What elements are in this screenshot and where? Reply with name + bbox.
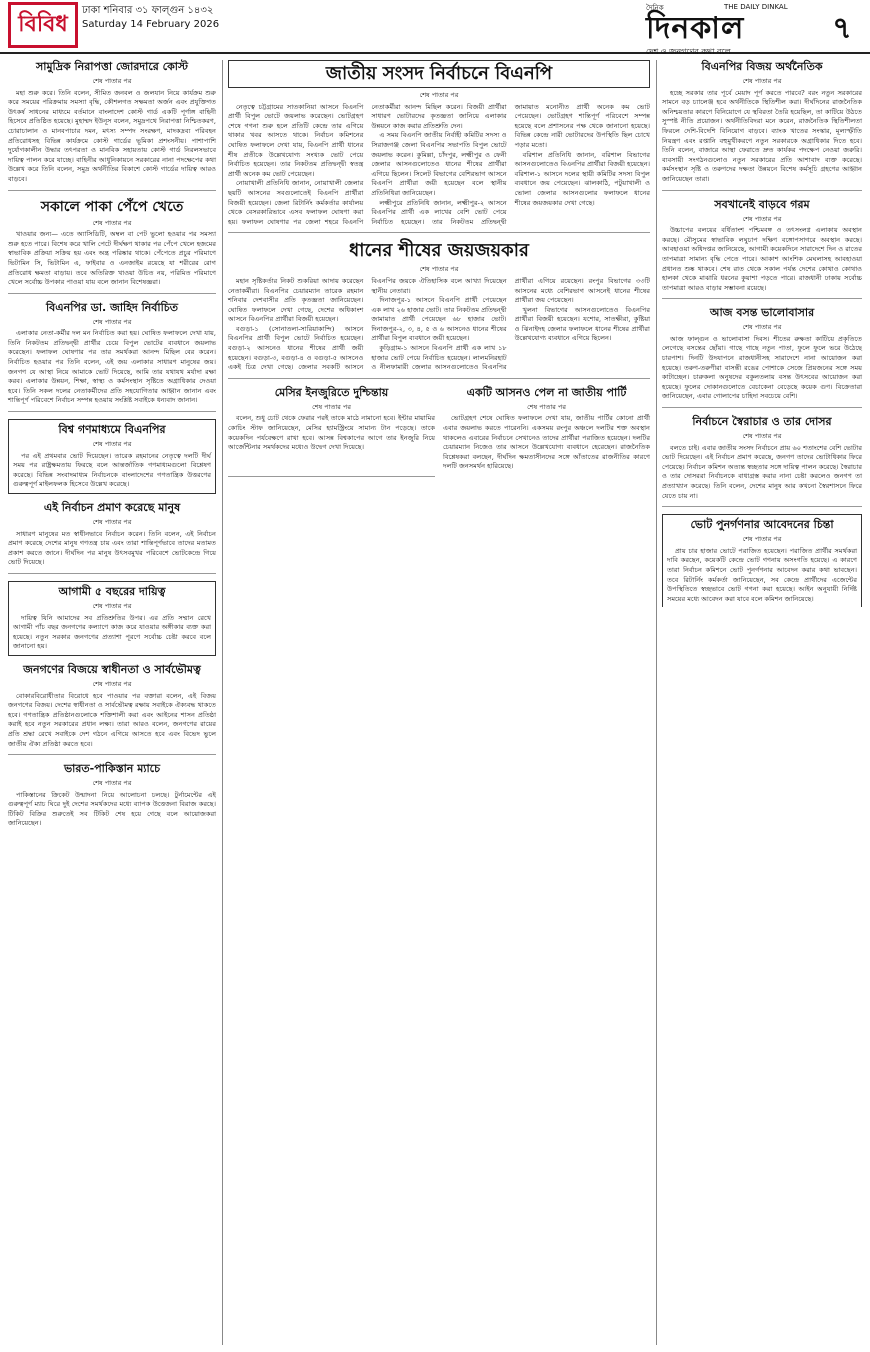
article-heat bbox=[662, 198, 862, 300]
kicker: শেষ পাতার পর bbox=[92, 218, 132, 227]
article-recount bbox=[662, 514, 862, 607]
paragraph: খুলনা বিভাগের আসনগুলোতেও বিএনপির প্রার্থীরা বিজয়ী হয়েছেন। যশোর, সাতক্ষীরা, কুষ্টিয়া ও ঝিনাইদহ জেলার ফলাফলে ধানের শীষের প্রার্থীরা উল্লেখযোগ্য ব্যবধানে এগিয়ে ছিলেন। bbox=[514, 305, 650, 343]
lead-paragraph: এ সময় বিএনপি জাতীয় নির্বাহী কমিটির সদস্য ও সিরাজগঞ্জ জেলা বিএনপির সভাপতি বিপুল ভোটে জয়লাভ করেন। কুমিল্লা, চাঁদপুর, লক্ষ্মীপুর ও ফেনী জেলার আসনগুলোতেও ধানের শীষের প্রার্থীরা এগিয়ে ছিলেন। সিলেট বিভাগের বেশিরভাগ আসনে বিএনপি প্রার্থীরা জয়ী হয়েছেন বলে স্থানীয় প্রতিনিধিরা জানিয়েছেন। bbox=[371, 131, 507, 197]
headline: বিএনপির ডা. জাহিদ নির্বাচিত bbox=[46, 300, 178, 314]
kicker: শেষ পাতার পর bbox=[742, 77, 782, 85]
lead-paragraph: নোয়াখালী প্রতিনিধি জানান, নোয়াখালী জেলার ছয়টি আসনের সবগুলোতেই বিএনপি প্রার্থীরা বিজয়ী হয়েছেন। জেলা রিটার্নিং কর্মকর্তার কার্যালয় থেকে বেসরকারিভাবে এসব ফলাফল ঘোষণা করা হয়। ফলাফল ঘোষণার পর জেলা শহরে বিএনপি নেতাকর্মীরা আনন্দ মিছিল করেন। বিজয়ী প্রার্থীরা সাধারণ ভোটারদের কৃতজ্ঞতা জানিয়ে এলাকার উন্নয়নে কাজ করার প্রতিশ্রুতি দেন। bbox=[228, 102, 507, 226]
paper-logo: দিনকাল bbox=[646, 11, 745, 46]
headline: এই নির্বাচন প্রমাণ করেছে মানুষ bbox=[43, 501, 181, 514]
article-body: দায়িত্ব যিনি আমাদের সব প্রতিশ্রুতির উপর। এর প্রতি সম্মান রেখে আগামী পাঁচ বছর জনগণের কল্যাণে কাজ করে যাওয়ার অঙ্গীকার ব্যক্ত করা হয়েছে। নতুন সরকার জনগণের প্রত্যাশা পূরণে সর্বোচ্চ চেষ্টা করবে বলে জানানো হয়। bbox=[13, 613, 211, 651]
lead-paragraph: নেতৃত্বে চট্টগ্রামের সাতকানিয়া আসনে বিএনপি প্রার্থী বিপুল ভোটে জয়লাভ করেছেন। ভোটগ্রহণ শেষে গণনা শুরু হলে প্রতিটি কেন্দ্রে তার এগিয়ে থাকার খবর আসতে থাকে। নির্বাচন কমিশনের ঘোষিত ফলাফলে দেখা যায়, বিএনপি প্রার্থী ধানের শীষ প্রতীকে উল্লেখযোগ্য সংখ্যক ভোট পেয়ে নির্বাচিত হয়েছেন। তার নিকটতম প্রতিদ্বন্দ্বী স্বতন্ত্র প্রার্থী অনেক কম ভোট পেয়েছেন। bbox=[228, 102, 364, 178]
headline: আজ বসন্ত ভালোবাসার bbox=[709, 306, 815, 320]
bottom-row bbox=[228, 386, 650, 484]
kicker: শেষ পাতার পর bbox=[92, 77, 132, 85]
article-dr-zahid bbox=[8, 301, 216, 412]
article-body: হচ্ছে সরকার তার পূর্বে মেয়াদ পূর্ণ করতে পারবে? বরং নতুন সরকারের সামনে বড় চ্যালেঞ্জ হবে অর্থনীতিকে স্থিতিশীল করা। দীর্ঘদিনের রাজনৈতিক অনিশ্চয়তার কারণে বিনিয়োগে যে স্থবিরতা তৈরি হয়েছিল, তা কাটিয়ে উঠতে সুস্পষ্ট নীতি প্রয়োজন। অর্থনীতিবিদরা মনে করেন, রাজনৈতিক স্থিতিশীলতা ফিরলে দেশি-বিদেশি বিনিয়োগ বাড়বে। ব্যাংক খাতের সংস্কার, মূল্যস্ফীতি নিয়ন্ত্রণ এবং রপ্তানি বহুমুখীকরণে নতুন সরকারকে অগ্রাধিকার দিতে হবে। তিনি বলেন, বাজারে আস্থা ফেরাতে দ্রুত কার্যকর পদক্ষেপ নেওয়া জরুরি। ব্যবসায়ী সংগঠনগুলোও নতুন সরকারের প্রতি আশাবাদ ব্যক্ত করেছে। কর্মসংস্থান সৃষ্টি ও তরুণদের দক্ষতা উন্নয়নে বিশেষ কর্মসূচি গ্রহণের আহ্বান জানিয়েছেন তারা। bbox=[662, 88, 862, 183]
article-body bbox=[228, 277, 650, 373]
article-body: বলেন, শুধু চোট থেকে ফেরার পরই তাকে মাঠে নামানো হবে। ইন্টার মায়ামির কোচিং স্টাফ জানিয়েছেন, মেসির হ্যামস্ট্রিংয়ে সামান্য টান পড়েছে। তাকে কয়েকদিন পর্যবেক্ষণে রাখা হবে। আসন্ন বিশ্বকাপের আগে তার ইনজুরি নিয়ে আর্জেন্টিনার সমর্থকদের মধ্যেও উদ্বেগ দেখা দিয়েছে। bbox=[228, 414, 435, 452]
article-sovereignty bbox=[8, 663, 216, 755]
paragraph: কুড়িগ্রাম-১ আসনে বিএনপি প্রার্থী এক লাখ ১৮ হাজার ভোট পেয়ে নির্বাচিত হয়েছেন। লালমনিরহাট ও নীলফামারী জেলার আসনগুলোতেও বিএনপির প্রার্থীরা এগিয়ে রয়েছেন। রংপুর বিভাগের ৩৩টি আসনের মধ্যে বেশিরভাগ আসনেই ধানের শীষের প্রার্থীরা জয় পেয়েছেন। bbox=[371, 276, 650, 372]
kicker: শেষ পাতার পর bbox=[742, 432, 782, 441]
article-election-proof bbox=[8, 501, 216, 574]
headline: সামুদ্রিক নিরাপত্তা জোরদারে কোস্ট bbox=[35, 60, 188, 73]
article-lead-election bbox=[228, 60, 650, 233]
lead-body bbox=[228, 103, 650, 228]
article-body: আজ ফাল্গুন ও ভালোবাসা দিবস। শীতের রুক্ষতা কাটিয়ে প্রকৃতিতে লেগেছে বসন্তের ছোঁয়া। গাছে গাছে নতুন পাতা, ফুলে ফুলে ভরে উঠেছে চারপাশ। দিনটি উদযাপনে রাজধানীসহ সারাদেশে নানা আয়োজন করা হয়েছে। তরুণ-তরুণীরা বাসন্তী রঙের পোশাকে সেজে প্রিয়জনের সঙ্গে সময় কাটাচ্ছেন। চারুকলা অনুষদের বকুলতলায় বসন্ত উৎসবের আয়োজন করা হয়েছে। ফুলের দোকানগুলোতে বেচাকেনা বেড়েছে কয়েক গুণ। বিক্রেতারা জানিয়েছেন, এবার গোলাপের চাহিদা সবচেয়ে বেশি। bbox=[662, 334, 862, 401]
article-body: সাধারণ মানুষের মত স্বাধীনভাবে নির্বাচন করেন। তিনি বলেন, এই নির্বাচন প্রমাণ করেছে দেশের মানুষ গণতন্ত্র চায় এবং তারা শান্তিপূর্ণভাবে তাদের মতামত প্রকাশ করতে জানে। দীর্ঘদিন পর মানুষ উৎসবমুখর পরিবেশে ভোটকেন্দ্রে গিয়ে ভোট দিয়েছে। bbox=[8, 529, 216, 567]
article-body: ভোটগ্রহণ শেষে ঘোষিত ফলাফলে দেখা যায়, জাতীয় পার্টির কোনো প্রার্থী এবার জয়লাভ করতে পারেননি। একসময় রংপুর অঞ্চলে দলটির শক্ত অবস্থান থাকলেও এবারের নির্বাচনে সেখানেও তাদের প্রার্থীরা পরাজিত হয়েছেন। দলটির চেয়ারম্যান নিজেও তার আসনে উল্লেখযোগ্য ব্যবধানে হেরেছেন। রাজনৈতিক বিশ্লেষকরা বলছেন, দীর্ঘদিন ক্ষমতাসীনদের সঙ্গে আঁতাতের রাজনীতির কারণে দলটি জনসমর্থন হারিয়েছে। bbox=[443, 414, 650, 471]
article-messi bbox=[228, 386, 435, 477]
column-left bbox=[8, 60, 216, 841]
article-coast-guard bbox=[8, 60, 216, 191]
headline: সকালে পাকা পেঁপে খেতে bbox=[40, 198, 184, 215]
kicker: শেষ পাতার পর bbox=[742, 214, 782, 223]
headline: আগামী ৫ বছরের দায়িত্ব bbox=[58, 584, 166, 598]
kicker: শেষ পাতার পর bbox=[312, 402, 351, 411]
kicker: শেষ পাতার পর bbox=[419, 91, 459, 99]
column-right bbox=[662, 60, 862, 614]
kicker: শেষ পাতার পর bbox=[527, 402, 566, 411]
kicker: শেষ পাতার পর bbox=[92, 317, 132, 326]
lead-headline: জাতীয় সংসদ নির্বাচনে বিএনপি bbox=[228, 60, 650, 88]
page-number: ৭ bbox=[832, 11, 852, 46]
headline: ধানের শীষের জয়জয়কার bbox=[349, 240, 529, 262]
column-center bbox=[228, 60, 650, 484]
kicker: শেষ পাতার পর bbox=[92, 601, 132, 610]
article-body: উচ্চাপের বলয়ের বর্ধিতাংশ পশ্চিমবঙ্গ ও তৎসংলগ্ন এলাকায় অবস্থান করছে। মৌসুমের স্বাভাবিক লঘুচাপ দক্ষিণ বঙ্গোপসাগরে অবস্থান করছে। আবহাওয়া অধিদপ্তর জানিয়েছে, আগামী কয়েকদিনে সারাদেশে দিন ও রাতের তাপমাত্রা সামান্য বৃদ্ধি পেতে পারে। আকাশ আংশিক মেঘলাসহ আবহাওয়া প্রধানত শুষ্ক থাকবে। শেষ রাত থেকে সকাল পর্যন্ত দেশের কোথাও কোথাও হালকা থেকে মাঝারি ধরনের কুয়াশা পড়তে পারে। রাজধানী ঢাকায় সর্বোচ্চ তাপমাত্রা আরও বাড়ার সম্ভাবনা রয়েছে। bbox=[662, 226, 862, 292]
date-bangla: ঢাকা শনিবার ৩১ ফাল্গুন ১৪৩২ bbox=[82, 5, 214, 16]
paper-brand bbox=[646, 2, 806, 56]
headline: বিশ্ব গণমাধ্যমে বিএনপির bbox=[58, 423, 166, 437]
article-world-media bbox=[8, 419, 216, 494]
kicker: শেষ পাতার পর bbox=[92, 440, 132, 449]
headline: ভোট পুনর্গণনার আবেদনের চিন্তা bbox=[690, 518, 834, 532]
kicker: শেষ পাতার পর bbox=[419, 265, 459, 274]
headline: ভারত-পাকিস্তান ম্যাচে bbox=[63, 762, 161, 776]
lead-paragraph: লক্ষ্মীপুরে প্রতিনিধি জানান, লক্ষ্মীপুর-২ আসনে বিএনপির প্রার্থী এক লাখের বেশি ভোট পেয়ে নির্বাচিত হয়েছেন। তার নিকটতম প্রতিদ্বন্দ্বী জামায়াত মনোনীত প্রার্থী অনেক কম ভোট পেয়েছেন। ভোটগ্রহণ শান্তিপূর্ণ পরিবেশে সম্পন্ন হয়েছে বলে প্রশাসনের পক্ষ থেকে জানানো হয়েছে। বিভিন্ন কেন্দ্রে নারী ভোটারদের উপস্থিতি ছিল চোখে পড়ার মতো। bbox=[371, 102, 650, 226]
article-body: বোকারবিরোধীতার বিরোধে হবে পাওয়ার পর বক্তারা বলেন, এই বিজয় জনগণের বিজয়। দেশের স্বাধীনতা ও সার্বভৌমত্ব রক্ষায় সবাইকে ঐক্যবদ্ধ থাকতে হবে। গণতান্ত্রিক প্রতিষ্ঠানগুলোকে শক্তিশালী করা এবং আইনের শাসন প্রতিষ্ঠা করাই হবে নতুন সরকারের প্রধান লক্ষ্য। তারা আরও বলেন, জনগণের রায়ের প্রতি শ্রদ্ধা রেখে সবাইকে দেশ গঠনে এগিয়ে আসতে হবে এবং বিভেদ ভুলে জাতীয় ঐক্য প্রতিষ্ঠা করতে হবে। bbox=[8, 691, 216, 748]
article-economy bbox=[662, 60, 862, 191]
kicker: শেষ পাতার পর bbox=[92, 518, 132, 526]
paragraph: বগুড়া-১ (সোনাতলা-সারিয়াকান্দি) আসনে বিএনপির প্রার্থী বিপুল ভোটে নির্বাচিত হয়েছেন। বগুড়া-২ আসনেও ধানের শীষের প্রার্থী জয়ী হয়েছেন। বগুড়া-৩, বগুড়া-৪ ও বগুড়া-৫ আসনেও একই চিত্র দেখা গেছে। জেলার সবকটি আসনে বিএনপির জয়কে ঐতিহাসিক বলে আখ্যা দিয়েছেন স্থানীয় নেতারা। bbox=[228, 276, 507, 372]
article-autocracy bbox=[662, 415, 862, 507]
headline: নির্বাচনে স্বৈরাচার ও তার দোসর bbox=[692, 415, 832, 429]
article-body: এলাকার নেতা-কর্মীর দল মন নির্বাচিত করা হয়। ঘোষিত ফলাফলে দেখা যায়, তিনি নিকটতম প্রতিদ্বন্দ্বী প্রার্থীর চেয়ে বিপুল ভোটের ব্যবধানে জয়লাভ করেছেন। ফলাফল ঘোষণার পর তার সমর্থকরা আনন্দ মিছিল বের করেন। নির্বাচিত হওয়ার পর তিনি বলেন, এই জয় এলাকার সাধারণ মানুষের জয়। জনগণ যে আস্থা নিয়ে আমাকে ভোট দিয়েছে, আমি তার যথাযথ মর্যাদা রক্ষা করব। এলাকার উন্নয়ন, শিক্ষা, স্বাস্থ্য ও কর্মসংস্থান সৃষ্টিতে অগ্রাধিকার দেওয়া হবে। তিনি সকল দলের নেতাকর্মীদের প্রতি সহযোগিতার আহ্বান জানান এবং শান্তিপূর্ণ পরিবেশে নির্বাচন সম্পন্ন হওয়ায় সংশ্লিষ্ট সবাইকে ধন্যবাদ জানান। bbox=[8, 329, 216, 405]
issue-date bbox=[82, 4, 282, 32]
article-body: মহা শুরু করে। তিনি বলেন, সীমিত জনবল ও জলযান নিয়ে কার্যক্রম শুরু করে সময়ের পরিক্রমায় সমস্যা বৃদ্ধি, কৌশলগত সক্ষমতা অর্জন এবং প্রযুক্তিগত উৎকর্ষ সাধনের মাধ্যমে বর্তমানে বাংলাদেশ কোস্ট গার্ড একটি পূর্ণাঙ্গ বাহিনী হিসেবে প্রতিষ্ঠিত হয়েছে। মুহাম্মদ ইউনূস বলেন, সমুদ্রপথে নিরাপত্তা নিশ্চিতকরণ, চোরাচালান ও মানবপাচার দমন, মৎস্য সম্পদ সংরক্ষণ, মাদকদ্রব্য পরিবহন প্রতিরোধসহ বিভিন্ন কার্যক্রমে কোস্ট গার্ডের ভূমিকা প্রশংসনীয়। পাশাপাশি দুর্যোগকালীন উদ্ধার তৎপরতা ও মানবিক সহায়তায় কোস্ট গার্ড নিরলসভাবে দায়িত্ব পালন করে যাচ্ছে। বাহিনীর আধুনিকায়নে সরকারের নানা পদক্ষেপের কথা উল্লেখ করে তিনি বলেন, সমুদ্র অর্থনীতির বিকাশে কোস্ট গার্ডের দায়িত্ব আরও বাড়বে। bbox=[8, 88, 216, 183]
article-five-years bbox=[8, 581, 216, 656]
kicker: শেষ পাতার পর bbox=[742, 323, 782, 332]
headline: সবখানেই বাড়বে গরম bbox=[714, 197, 810, 211]
column-divider bbox=[222, 60, 223, 1345]
lead-paragraph: বরিশাল প্রতিনিধি জানান, বরিশাল বিভাগের আসনগুলোতেও বিএনপির প্রার্থীরা বিজয়ী হয়েছেন। বরিশাল-১ আসনে দলের স্থায়ী কমিটির সদস্য বিপুল ব্যবধানে জয় পেয়েছেন। ঝালকাঠি, পটুয়াখালী ও ভোলা জেলার আসনগুলোর ফলাফলে ধানের শীষের জয়জয়কার দেখা গেছে। bbox=[514, 150, 650, 207]
article-body: পাকিস্তানের ক্রিকেট উন্মাদনা নিয়ে আলোচনা চলছে। টুর্নামেন্টের এই গুরুত্বপূর্ণ ম্যাচ ঘিরে দুই দেশের সমর্থকদের মধ্যে ব্যাপক উত্তেজনা বিরাজ করছে। টিকিট বিক্রির শুরুতেই সব টিকিট শেষ হয়ে গেছে বলে আয়োজকরা জানিয়েছেন। bbox=[8, 790, 216, 828]
article-paddy-victory bbox=[228, 240, 650, 379]
article-body: খাওয়ার জন্য— এতে অ্যাসিডিটি, অম্বল বা পেট ভুলো হওয়ার পর সমস্যা শুরু হতে পারে। বিশেষ করে খালি পেটে দীর্ঘক্ষণ থাকার পর পেঁপে খেলে হজমের স্বাভাবিক প্রক্রিয়া সক্রিয় হয় এবং অন্ত্র পরিষ্কার থাকে। পেঁপেতে প্রচুর পরিমাণে ভিটামিন সি, ভিটামিন এ, ফাইবার ও এনজাইম রয়েছে যা শরীরের রোগ প্রতিরোধ ক্ষমতা বাড়ায়। তবে অতিরিক্ত খাওয়া উচিত নয়, পরিমিত পরিমাণে খেলে সর্বোচ্চ উপকার পাওয়া যায় বলে জানান বিশেষজ্ঞরা। bbox=[8, 230, 216, 287]
headline: একটি আসনও পেল না জাতীয় পার্টি bbox=[466, 385, 627, 399]
paragraph: মহান সৃষ্টিকর্তার নিকট শুকরিয়া আদায় করেছেন নেতাকর্মীরা। বিএনপির চেয়ারম্যান তারেক রহমান শনিবার দেশবাসীর প্রতি কৃতজ্ঞতা জানিয়েছেন। ঘোষিত ফলাফলে দেখা গেছে, দেশের অধিকাংশ আসনে বিএনপির প্রার্থীরা বিজয়ী হয়েছেন। bbox=[228, 276, 364, 324]
paper-tagline: দেশ ও জনগণের কথা বলে bbox=[646, 47, 731, 56]
kicker: শেষ পাতার পর bbox=[92, 679, 132, 688]
article-ind-pak bbox=[8, 762, 216, 834]
kicker: শেষ পাতার পর bbox=[742, 535, 782, 544]
headline: বিএনপির বিজয় অর্থনৈতিক bbox=[701, 60, 823, 73]
article-body: প্রায় চার হাজার ভোটে পরাজিত হয়েছেন। পরাজিত প্রার্থীর সমর্থকরা দাবি করছেন, কয়েকটি কেন্দ্রে ভোট গণনায় অসংগতি হয়েছে। এ কারণে তারা নির্বাচন কমিশনে ভোট পুনর্গণনার আবেদন করার কথা ভাবছেন। তবে রিটার্নিং কর্মকর্তা জানিয়েছেন, সব কেন্দ্রে প্রার্থীদের এজেন্টের উপস্থিতিতে স্বচ্ছভাবে ভোট গণনা করা হয়েছে। আইন অনুযায়ী নির্দিষ্ট সময়ের মধ্যে আবেদন করা যাবে বলে কমিশন জানিয়েছে। bbox=[667, 546, 857, 603]
date-english: Saturday 14 February 2026 bbox=[82, 19, 220, 30]
paper-name-english: THE DAILY DINKAL bbox=[724, 3, 788, 11]
article-body: বলতে চাই। এবার জাতীয় সংসদ নির্বাচনে প্রায় ৬০ শতাংশের বেশি ভোটার ভোট দিয়েছেন। এই নির্বাচন প্রমাণ করেছে, জনগণ তাদের ভোটাধিকার ফিরে পেয়েছে। নির্বাচন কমিশন অত্যন্ত স্বচ্ছতার সঙ্গে দায়িত্ব পালন করেছে। স্বৈরাচার ও তার দোসররা নির্বাচনকে বাধাগ্রস্ত করার নানা চেষ্টা করলেও জনগণ তা প্রত্যাখ্যান করেছে। তিনি বলেন, দেশের মানুষ আর কখনো স্বৈরশাসনে ফিরে যেতে চায় না। bbox=[662, 443, 862, 500]
headline: জনগণের বিজয়ে স্বাধীনতা ও সার্বভৌমত্ব bbox=[23, 662, 201, 676]
daily-label: দৈনিক bbox=[646, 4, 664, 12]
kicker: শেষ পাতার পর bbox=[92, 779, 132, 788]
paragraph: দিনাজপুর-১ আসনে বিএনপি প্রার্থী পেয়েছেন এক লাখ ২৬ হাজার ভোট। তার নিকটতম প্রতিদ্বন্দ্বী জামায়াত প্রার্থী পেয়েছেন ৬৮ হাজার ভোট। দিনাজপুর-২, ৩, ৪, ৫ ও ৬ আসনেও ধানের শীষের প্রার্থীরা বিপুল ব্যবধানে জয়ী হয়েছেন। bbox=[371, 296, 507, 343]
column-divider bbox=[656, 60, 657, 1345]
masthead bbox=[0, 0, 870, 54]
article-jatiya-party bbox=[443, 386, 650, 477]
headline: মেসির ইনজুরিতে দুশ্চিন্তায় bbox=[274, 385, 389, 399]
article-body: পর এই প্রথমবার ভোট দিয়েছেন। তারেক রহমানের নেতৃত্বে দলটি দীর্ঘ সময় পর রাষ্ট্রক্ষমতায় ফিরছে বলে আন্তর্জাতিক গণমাধ্যমগুলো বিশ্লেষণ করেছে। বিভিন্ন সংবাদমাধ্যম নির্বাচনকে বাংলাদেশের গণতান্ত্রিক উত্তরণের গুরুত্বপূর্ণ মাইলফলক হিসেবে উল্লেখ করেছে। bbox=[13, 451, 211, 489]
section-logo: বিবিধ bbox=[8, 2, 78, 48]
article-spring bbox=[662, 306, 862, 408]
article-papaya bbox=[8, 198, 216, 294]
